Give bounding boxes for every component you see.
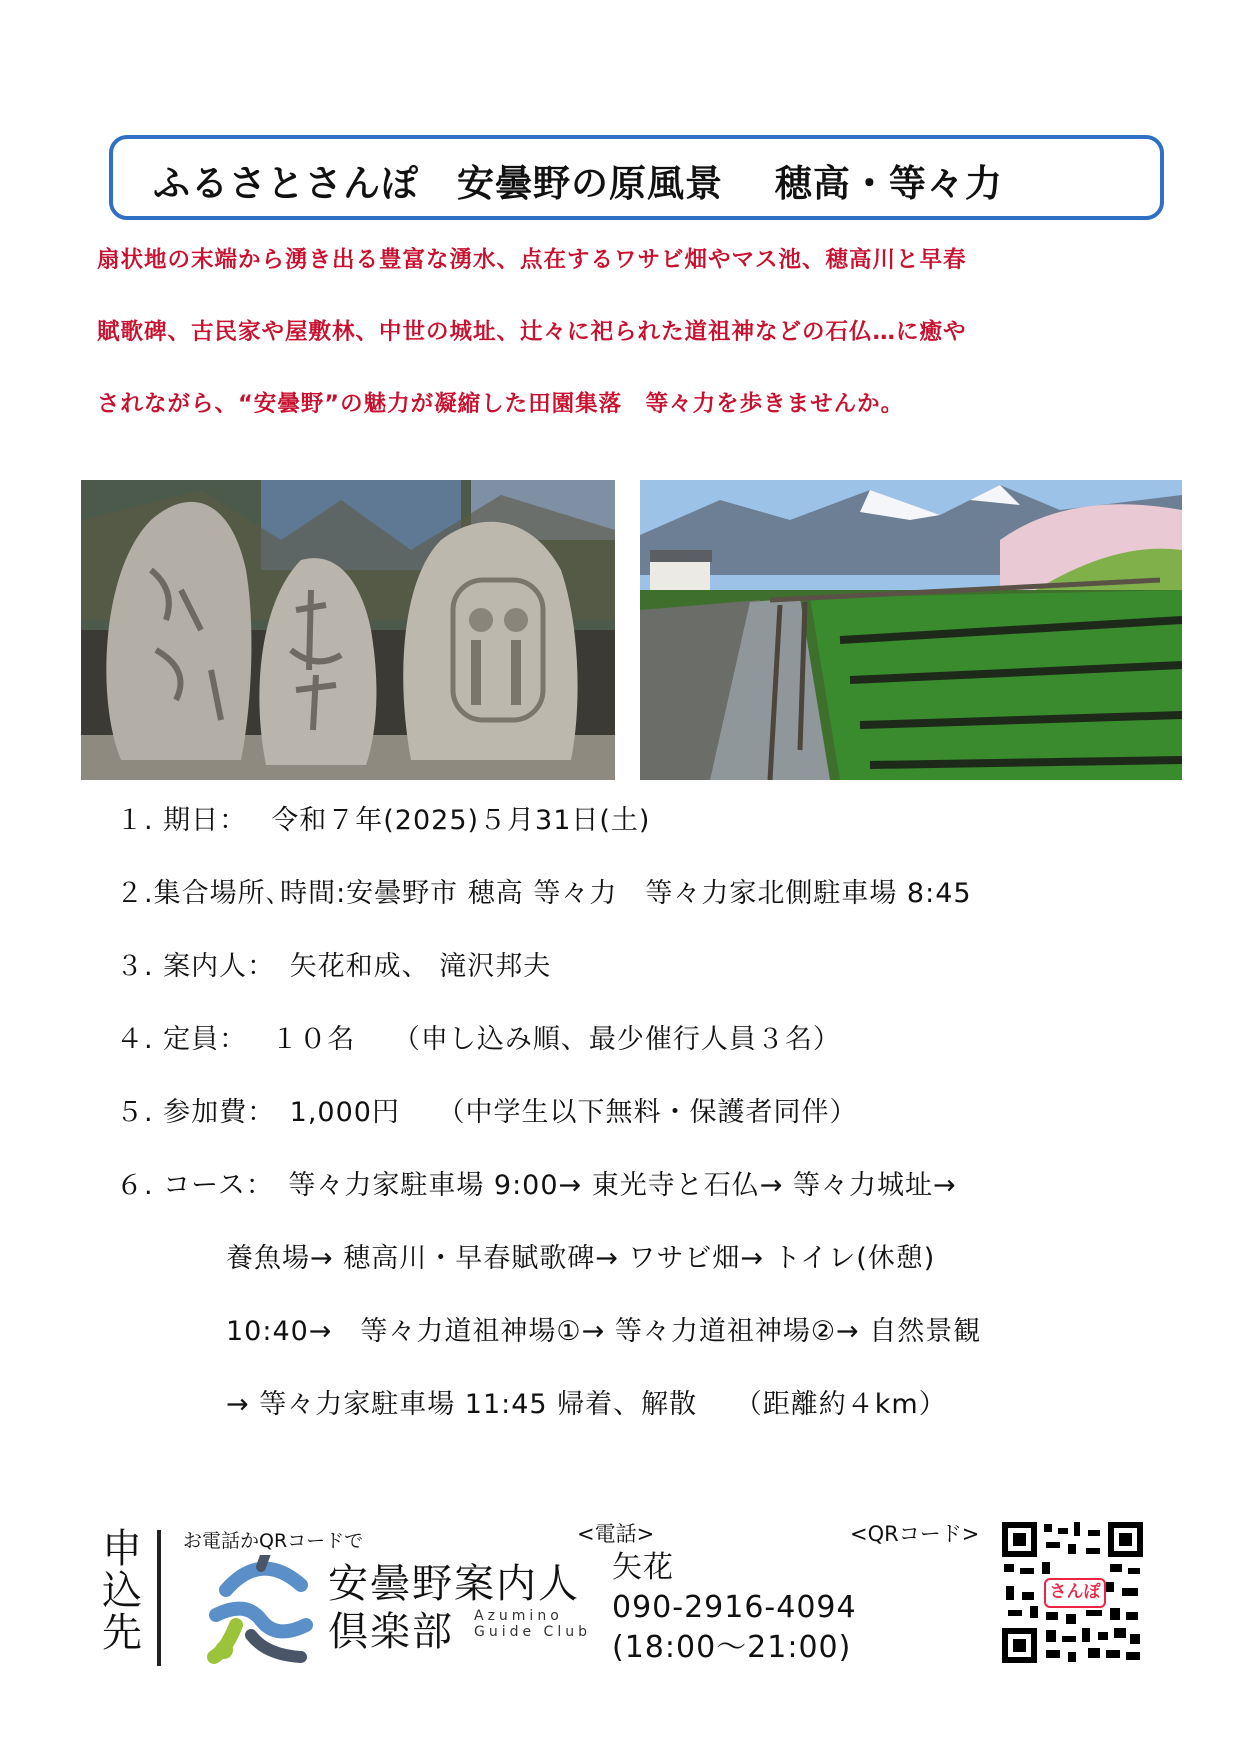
stone-monuments-photo: [81, 480, 615, 780]
detail-guides: ３. 案内人： 矢花和成、 滝沢邦夫: [116, 951, 552, 982]
intro-line: 賦歌碑、古民家や屋敷林、中世の城址、辻々に祀られた道祖神などの石仏…に癒や: [97, 319, 967, 345]
intro-text: [97, 245, 1177, 461]
divider: [157, 1530, 161, 1666]
event-details: [116, 803, 981, 1460]
detail-course-line: → 等々力家駐車場 11:45 帰着、解散 （距離約４km）: [226, 1389, 947, 1420]
detail-capacity: ４. 定員： １０名 （申し込み順、最少催行人員３名）: [116, 1024, 841, 1055]
intro-line: 扇状地の末端から湧き出る豊富な湧水、点在するワサビ畑やマス池、穂高川と早春: [97, 247, 967, 273]
club-name: 安曇野案内人 倶楽部: [328, 1561, 580, 1655]
title-box: [109, 135, 1164, 220]
qr-badge: さんぽ: [1044, 1578, 1106, 1608]
club-name-english: Azumino Guide Club: [474, 1608, 591, 1640]
qr-code[interactable]: [1002, 1522, 1143, 1663]
page-title: ふるさとさんぽ 安曇野の原風景 穂高・等々力: [153, 162, 1003, 205]
detail-course: ６. コース： 等々力家駐車場 9:00→ 東光寺と石仏→ 等々力城址→: [116, 1170, 957, 1201]
qr-heading: <QRコード>: [850, 1522, 980, 1546]
phone-hours: (18:00～21:00): [612, 1630, 852, 1665]
phone-heading: <電話>: [577, 1522, 655, 1546]
detail-meeting-place: ２.集合場所､時間:安曇野市 穂高 等々力 等々力家北側駐車場 8:45: [116, 878, 972, 909]
apply-label: 申 込 先: [102, 1526, 142, 1656]
club-logo-icon: [206, 1555, 318, 1669]
detail-date: １. 期日： 令和７年(2025)５月31日(土): [116, 805, 651, 836]
contact-name: 矢花: [612, 1550, 674, 1585]
contact-method-note: お電話かQRコードで: [183, 1530, 364, 1552]
phone-number[interactable]: 090-2916-4094: [612, 1590, 857, 1625]
wasabi-field-photo: [640, 480, 1182, 780]
detail-course-line: 養魚場→ 穂高川・早春賦歌碑→ ワサビ畑→ トイレ(休憩): [226, 1243, 936, 1274]
intro-line: されながら、“安曇野”の魅力が凝縮した田園集落 等々力を歩きませんか。: [97, 391, 905, 417]
detail-course-line: 10:40→ 等々力道祖神場①→ 等々力道祖神場②→ 自然景観: [226, 1316, 982, 1347]
detail-fee: ５. 参加費： 1,000円 （中学生以下無料・保護者同伴）: [116, 1097, 858, 1128]
phone-contact: [612, 1548, 857, 1668]
